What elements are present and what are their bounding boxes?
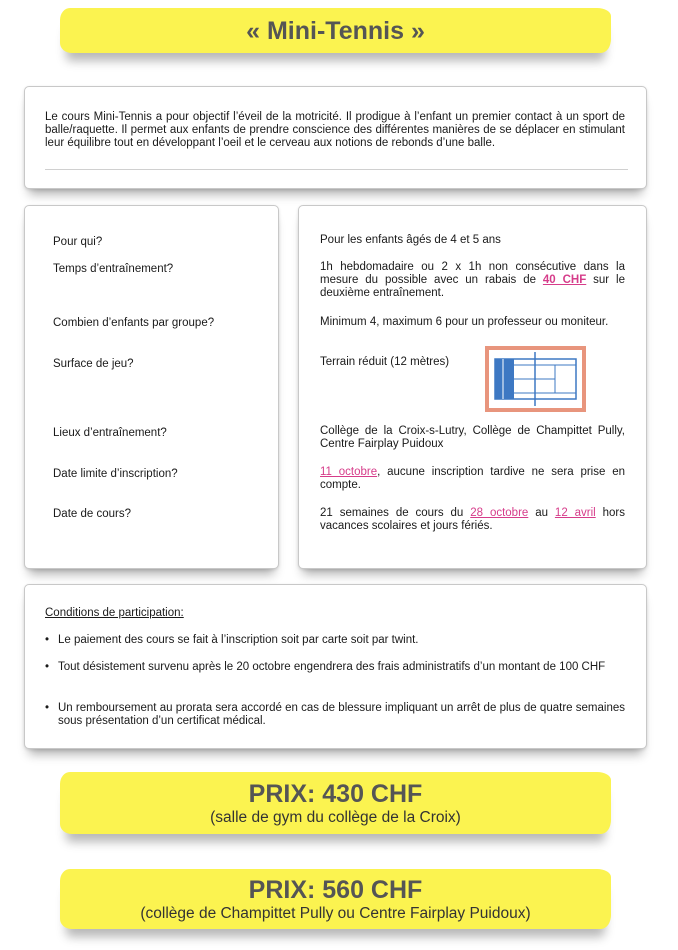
deadline-date: 11 octobre bbox=[320, 466, 378, 478]
answer-dates: 21 semaines de cours du 28 octobre au 12 avril hors vacances scolaires et jours fériés. bbox=[320, 507, 625, 532]
question-surface: Surface de jeu? bbox=[53, 358, 134, 370]
question-kids: Combien d’enfants par groupe? bbox=[53, 317, 215, 329]
price-1-location: (salle de gym du collège de la Croix) bbox=[210, 809, 461, 826]
end-date: 12 avril bbox=[554, 507, 596, 519]
answers-card bbox=[298, 205, 647, 569]
list-item: • Tout désistement survenu après le 20 octobre engendrera des frais administratifs d’un montant de 100 CHF bbox=[45, 661, 606, 673]
discount-amount: 40 CHF bbox=[542, 274, 587, 286]
question-who: Pour qui? bbox=[53, 236, 103, 248]
bullet-icon: • bbox=[45, 661, 50, 673]
answer-time: 1h hebdomadaire ou 2 x 1h non consécutive dans la mesure du possible avec un rabais de 40 CHF sur le deuxième entraînement. bbox=[320, 261, 625, 299]
start-date: 28 octobre bbox=[470, 507, 529, 519]
list-item: • Le paiement des cours se fait à l’inscription soit par carte soit par twint. bbox=[45, 634, 419, 646]
answer-deadline: 11 octobre, aucune inscription tardive ne sera prise en compte. bbox=[320, 466, 625, 491]
bullet-icon: • bbox=[45, 634, 50, 646]
answer-surface: Terrain réduit (12 mètres) bbox=[320, 356, 450, 368]
page-title: « Mini-Tennis » bbox=[246, 17, 425, 45]
price-banner-2 bbox=[60, 869, 611, 929]
intro-card bbox=[24, 86, 647, 189]
conditions-card bbox=[24, 584, 647, 749]
price-banner-1 bbox=[60, 772, 611, 834]
divider bbox=[45, 169, 628, 170]
questions-card bbox=[24, 205, 279, 569]
answer-places: Collège de la Croix-s-Lutry, Collège de Champittet Pully, Centre Fairplay Puidoux bbox=[320, 425, 625, 450]
intro-text: Le cours Mini-Tennis a pour objectif l’éveil de la motricité. Il prodigue à l’enfant un premier contact à un sport de balle/raquette. Il permet aux enfants de prendre conscience des différentes manières de se déplacer en stimulant leur équilibre tout en développant l’oeil et le cerveau aux notions de rebonds d’une balle. bbox=[45, 111, 625, 149]
bullet-icon: • bbox=[45, 702, 50, 714]
question-dates: Date de cours? bbox=[53, 508, 131, 520]
price-2: PRIX: 560 CHF bbox=[248, 876, 423, 904]
price-1: PRIX: 430 CHF bbox=[248, 780, 423, 808]
answer-kids: Minimum 4, maximum 6 pour un professeur ou moniteur. bbox=[320, 316, 609, 328]
tennis-court-icon bbox=[485, 346, 586, 412]
title-banner bbox=[60, 8, 611, 53]
list-item: • Un remboursement au prorata sera accordé en cas de blessure impliquant un arrêt de plus de quatre semaines sous présentation d’un certificat médical. bbox=[45, 702, 625, 727]
question-places: Lieux d’entraînement? bbox=[53, 427, 167, 439]
question-deadline: Date limite d’inscription? bbox=[53, 468, 178, 480]
question-time: Temps d’entraînement? bbox=[53, 263, 174, 275]
conditions-title: Conditions de participation: bbox=[45, 607, 184, 619]
answer-who: Pour les enfants âgés de 4 et 5 ans bbox=[320, 234, 501, 246]
price-2-location: (collège de Champittet Pully ou Centre Fairplay Puidoux) bbox=[140, 905, 531, 922]
